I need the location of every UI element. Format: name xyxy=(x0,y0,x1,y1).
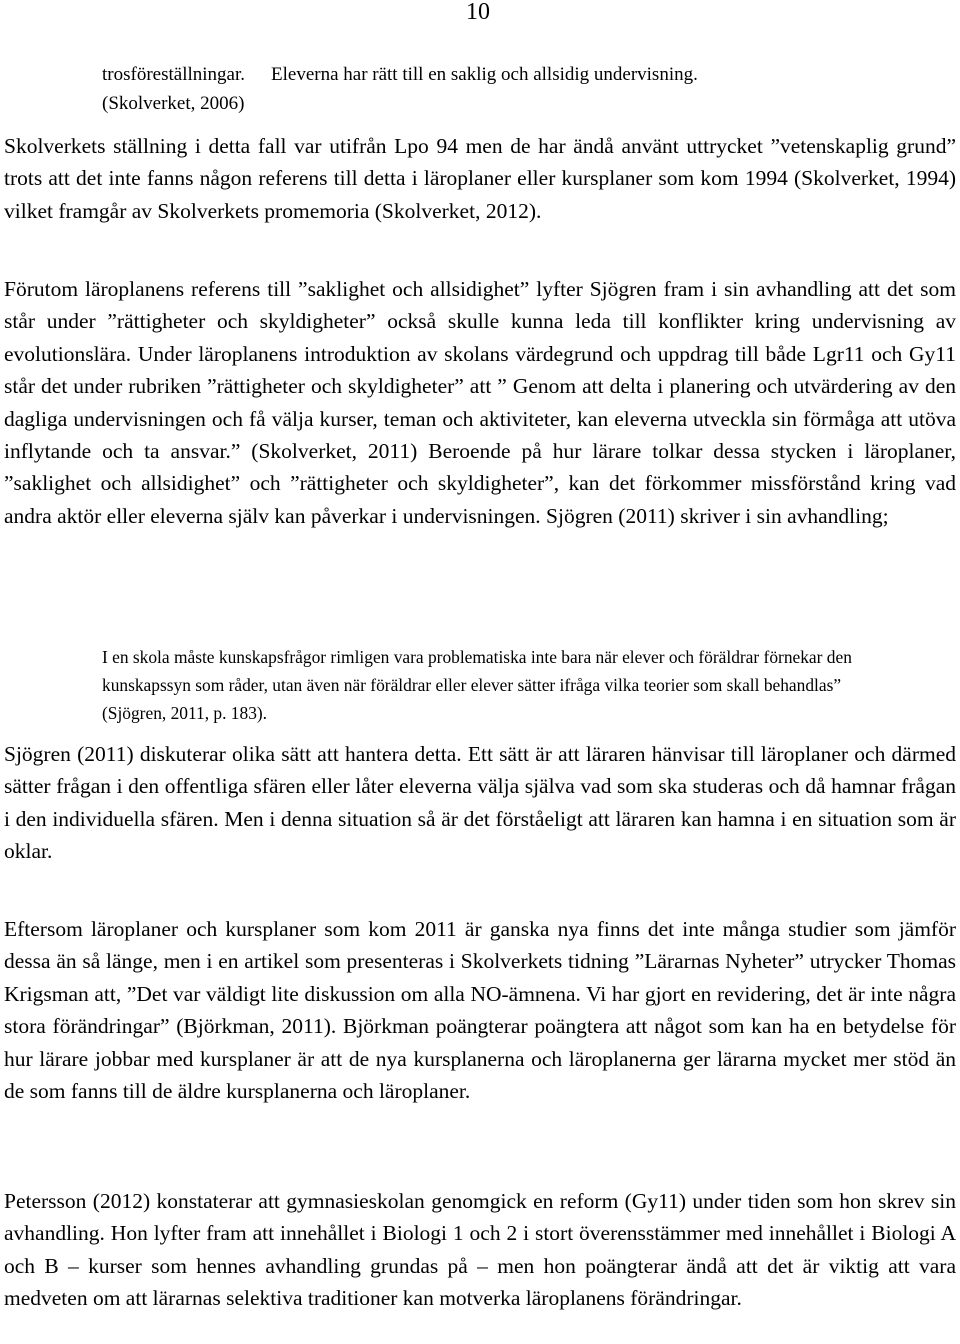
paragraph-sjogren-diskuterar: Sjögren (2011) diskuterar olika sätt att hantera detta. Ett sätt är att läraren hänvisar till läroplaner och därmed sätter frågan i den offentliga sfären eller låter eleverna välja själva vad som ska studeras och då hamnar frågan i den individuella sfären. Men i denna situation så är det förståeligt att läraren kan hamna i en situation som är oklar. xyxy=(4,742,956,864)
paragraph-forutom-laroplanens: Förutom läroplanens referens till ”saklighet och allsidighet” lyfter Sjögren fram i sin avhandling att det som står under ”rättigheter och skyldigheter” också skulle kunna leda till konflikter kring undervisning av evolutionslära. Under läroplanens introduktion av skolans värdegrund och uppdrag till både Lgr11 och Gy11 står det under rubriken ”rättigheter och skyldigheter” att ” Genom att delta i planering och utvärdering av den dagliga undervisningen och få välja kurser, teman och aktiviteter, kan eleverna utveckla sin förmåga att utöva inflytande och ta ansvar.” (Skolverket, 2011) Beroende på hur lärare tolkar dessa stycken i läroplaner, ”saklighet och allsidighet” och ”rättigheter och skyldigheter”, kan det förkommer missförstånd kring vad andra aktör eller eleverna själv kan påverkar i undervisningen. Sjögren (2011) skriver i sin avhandling; xyxy=(4,277,956,528)
paragraph-petersson: Petersson (2012) konstaterar att gymnasieskolan genomgick en reform (Gy11) under tiden som hon skrev sin avhandling. Hon lyfter fram att innehållet i Biologi 1 och 2 i stort överensstämmer med innehållet i Biologi A och B – kurser som hennes avhandling grundas på – men hon poängterar ändå att det är viktig att vara medveten om att lärarnas selektiva traditioner kan motverka läroplanens förändringar. xyxy=(4,1189,956,1311)
intro-quote-fragment xyxy=(102,60,862,118)
paragraph-eftersom-laroplaner: Eftersom läroplaner och kursplaner som kom 2011 är ganska nya finns det inte många studier som jämför dessa än så länge, men i en artikel som presenteras i Skolverkets tidning ”Lärarnas Nyheter” utrycker Thomas Krigsman att, ”Det var väldigt lite diskussion om alla NO-ämnena. Vi har gjort en revidering, det är inte några stora förändringar” (Björkman, 2011). Björkman poängterar poängtera att något som kan ha en betydelse för hur lärare jobbar med kursplaner är att de nya kursplanerna och läroplanerna ger lärarna mycket mer stöd än de som fanns till de äldre kursplanerna och läroplaner. xyxy=(4,917,956,1104)
page-number: 10 xyxy=(466,0,490,25)
intro-line-1b: Eleverna har rätt till en saklig och allsidig undervisning. xyxy=(271,64,698,85)
paragraph-skolverkets-stallning: Skolverkets ställning i detta fall var utifrån Lpo 94 men de har ändå använt uttrycket ”vetenskaplig grund” trots att det inte fanns någon referens till detta i läroplaner eller kursplaner som kom 1994 (Skolverket, 1994) vilket framgår av Skolverkets promemoria (Skolverket, 2012). xyxy=(4,134,956,223)
intro-line-2: (Skolverket, 2006) xyxy=(102,93,245,114)
block-quote-sjogren: I en skola måste kunskapsfrågor rimligen vara problematiska inte bara när elever och föräldrar förnekar den kunskapssyn som råder, utan även när föräldrar eller elever sätter ifråga vilka teorier som skall behandlas” (Sjögren, 2011, p. 183). xyxy=(102,647,852,723)
intro-line-1a: trosföreställningar. xyxy=(102,64,245,85)
